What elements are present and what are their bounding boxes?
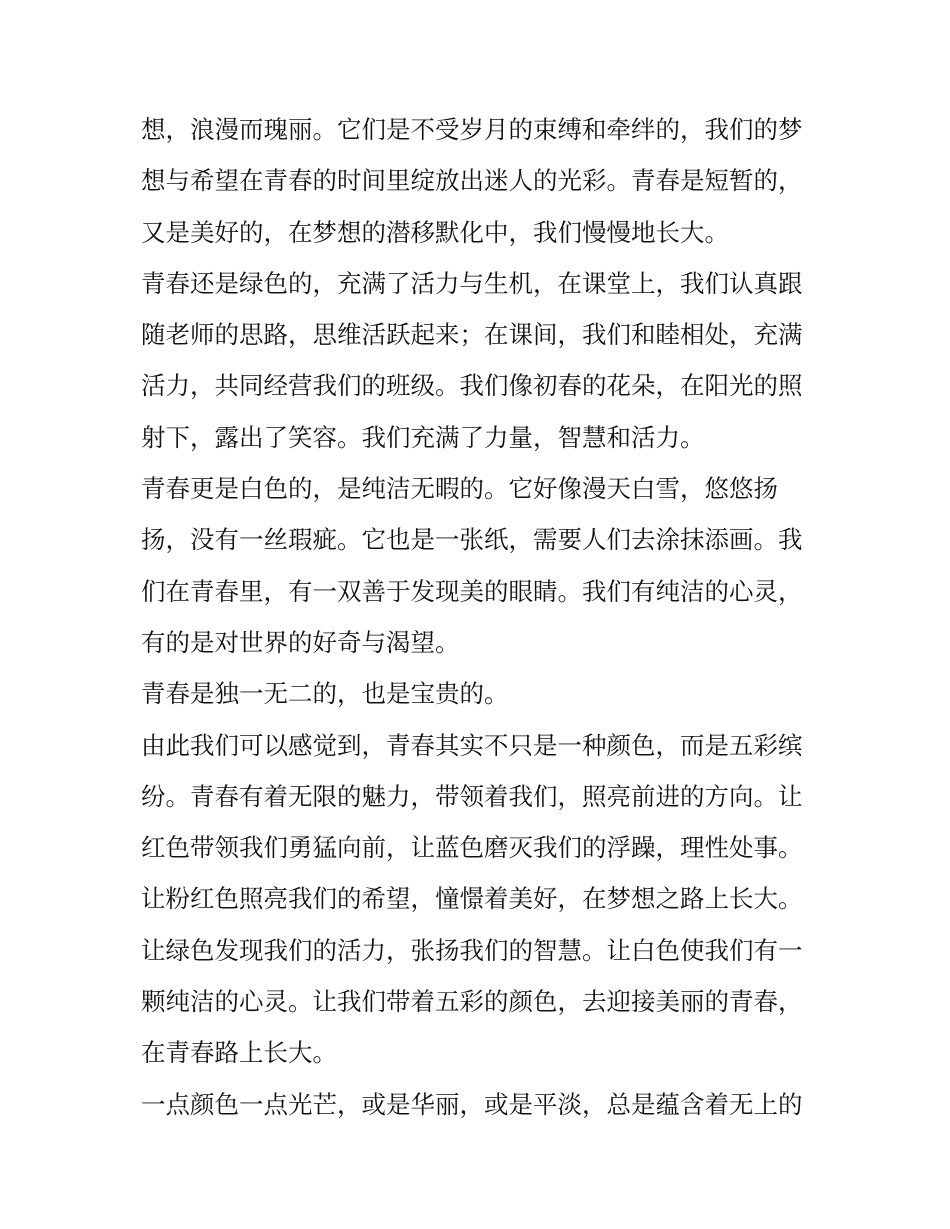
text-line: 扬，没有一丝瑕疵。它也是一张纸，需要人们去涂抹添画。我 [141, 525, 803, 555]
text-line: 活力，共同经营我们的班级。我们像初春的花朵，在阳光的照 [141, 371, 803, 401]
text-line: 又是美好的，在梦想的潜移默化中，我们慢慢地长大。 [141, 217, 729, 247]
text-line: 随老师的思路，思维活跃起来；在课间，我们和睦相处，充满 [141, 320, 803, 350]
text-line: 红色带领我们勇猛向前，让蓝色磨灭我们的浮躁，理性处事。 [141, 833, 803, 863]
text-line: 一点颜色一点光芒，或是华丽，或是平淡，总是蕴含着无上的 [141, 1089, 803, 1119]
text-line: 让粉红色照亮我们的希望，憧憬着美好，在梦想之路上长大。 [141, 884, 803, 914]
text-line: 们在青春里，有一双善于发现美的眼睛。我们有纯洁的心灵， [141, 576, 803, 606]
text-line: 青春更是白色的，是纯洁无暇的。它好像漫天白雪，悠悠扬 [141, 474, 778, 504]
text-line: 颗纯洁的心灵。让我们带着五彩的颜色，去迎接美丽的青春， [141, 987, 803, 1017]
text-line: 想，浪漫而瑰丽。它们是不受岁月的束缚和牵绊的，我们的梦 [141, 115, 803, 144]
text-line: 射下，露出了笑容。我们充满了力量，智慧和活力。 [141, 422, 705, 452]
text-line: 由此我们可以感觉到，青春其实不只是一种颜色，而是五彩缤 [141, 730, 803, 760]
text-line: 让绿色发现我们的活力，张扬我们的智慧。让白色使我们有一 [141, 935, 803, 965]
text-line: 想与希望在青春的时间里绽放出迷人的光彩。青春是短暂的， [141, 166, 803, 196]
text-line: 纷。青春有着无限的魅力，带领着我们，照亮前进的方向。让 [141, 781, 803, 811]
text-line: 青春还是绿色的，充满了活力与生机，在课堂上，我们认真跟 [141, 268, 803, 298]
text-line: 在青春路上长大。 [141, 1038, 337, 1068]
body-text [141, 104, 821, 1130]
text-line: 青春是独一无二的，也是宝贵的。 [141, 679, 509, 709]
text-line: 有的是对世界的好奇与渴望。 [141, 627, 460, 657]
